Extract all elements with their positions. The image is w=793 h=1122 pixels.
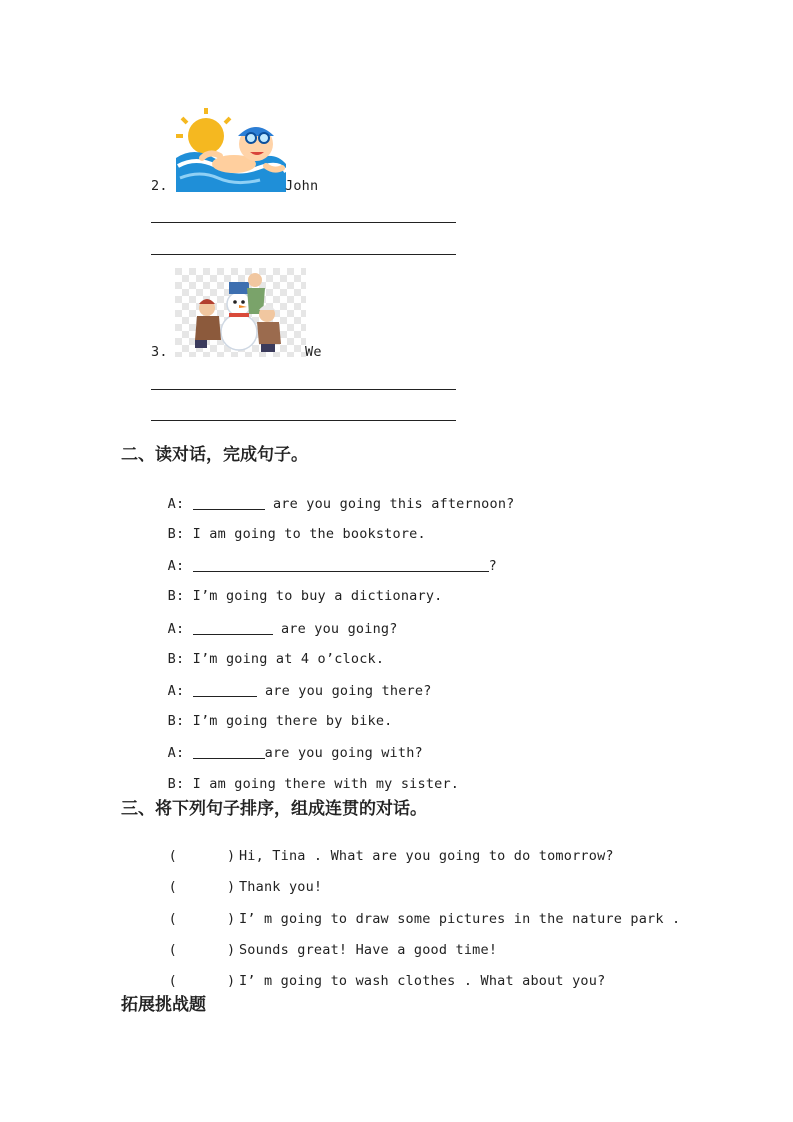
ordering-item <box>152 957 605 989</box>
speaker-label: A: <box>167 745 185 761</box>
speaker-label: B: <box>167 776 185 792</box>
ordering-item <box>152 926 497 958</box>
section-heading: 拓展挑战题 <box>121 995 206 1015</box>
answer-line[interactable] <box>151 254 456 255</box>
dialogue-line <box>151 510 426 542</box>
sun-icon <box>176 108 230 154</box>
dialogue-line <box>151 572 442 604</box>
answer-blank[interactable] <box>193 682 257 697</box>
dialogue-text: are you going this afternoon? <box>264 496 515 512</box>
dialogue-text: I am going to the bookstore. <box>192 526 426 542</box>
sentence-text: I’ m going to draw some pictures in the nature park . <box>238 911 681 927</box>
answer-line[interactable] <box>151 222 456 223</box>
sentence-text: Sounds great! Have a good time! <box>238 942 498 958</box>
speaker-label: A: <box>167 683 185 699</box>
dialogue-text: ? <box>488 558 497 574</box>
dialogue-line <box>151 728 423 761</box>
dialogue-line <box>151 541 497 574</box>
answer-blank[interactable] <box>193 557 489 572</box>
ordering-item <box>152 832 614 864</box>
dialogue-line <box>151 635 384 667</box>
sentence-text: Thank you! <box>238 879 323 895</box>
dialogue-text: are you going with? <box>264 745 423 761</box>
item-number: 2. <box>151 178 168 194</box>
answer-blank[interactable] <box>193 495 265 510</box>
order-answer-slot[interactable]: ( ) <box>168 911 236 927</box>
speaker-label: A: <box>167 621 185 637</box>
swimming-boy-sun-picture <box>174 106 286 192</box>
speaker-label: B: <box>167 588 185 604</box>
item-number: 3. <box>151 344 168 360</box>
answer-blank[interactable] <box>193 744 265 759</box>
kids-building-snowman-picture <box>175 268 306 357</box>
answer-line[interactable] <box>151 420 456 421</box>
speaker-label: A: <box>167 558 185 574</box>
item-word: We <box>305 344 322 360</box>
answer-blank[interactable] <box>193 620 273 635</box>
sentence-text: Hi, Tina . What are you going to do tomorrow? <box>238 848 614 864</box>
section-heading: 三、将下列句子排序，组成连贯的对话。 <box>121 799 427 819</box>
dialogue-text: I’m going there by bike. <box>192 713 393 729</box>
answer-line[interactable] <box>151 389 456 390</box>
dialogue-line <box>151 479 514 512</box>
sentence-text: I’ m going to wash clothes . What about you? <box>238 973 606 989</box>
dialogue-text: are you going? <box>272 621 398 637</box>
speaker-label: B: <box>167 713 185 729</box>
dialogue-text: I am going there with my sister. <box>192 776 460 792</box>
ordering-item <box>152 895 680 927</box>
order-answer-slot[interactable]: ( ) <box>168 848 236 864</box>
dialogue-line <box>151 604 398 637</box>
order-answer-slot[interactable]: ( ) <box>168 973 236 989</box>
dialogue-text: are you going there? <box>256 683 432 699</box>
ordering-item <box>152 863 322 895</box>
dialogue-text: I’m going to buy a dictionary. <box>192 588 443 604</box>
section-heading: 二、读对话，完成句子。 <box>121 445 308 465</box>
order-answer-slot[interactable]: ( ) <box>168 942 236 958</box>
dialogue-line <box>151 697 393 729</box>
order-answer-slot[interactable]: ( ) <box>168 879 236 895</box>
speaker-label: B: <box>167 651 185 667</box>
dialogue-line <box>151 760 459 792</box>
speaker-label: A: <box>167 496 185 512</box>
dialogue-text: I’m going at 4 o’clock. <box>192 651 385 667</box>
speaker-label: B: <box>167 526 185 542</box>
item-word: John <box>285 178 319 194</box>
dialogue-line <box>151 666 432 699</box>
